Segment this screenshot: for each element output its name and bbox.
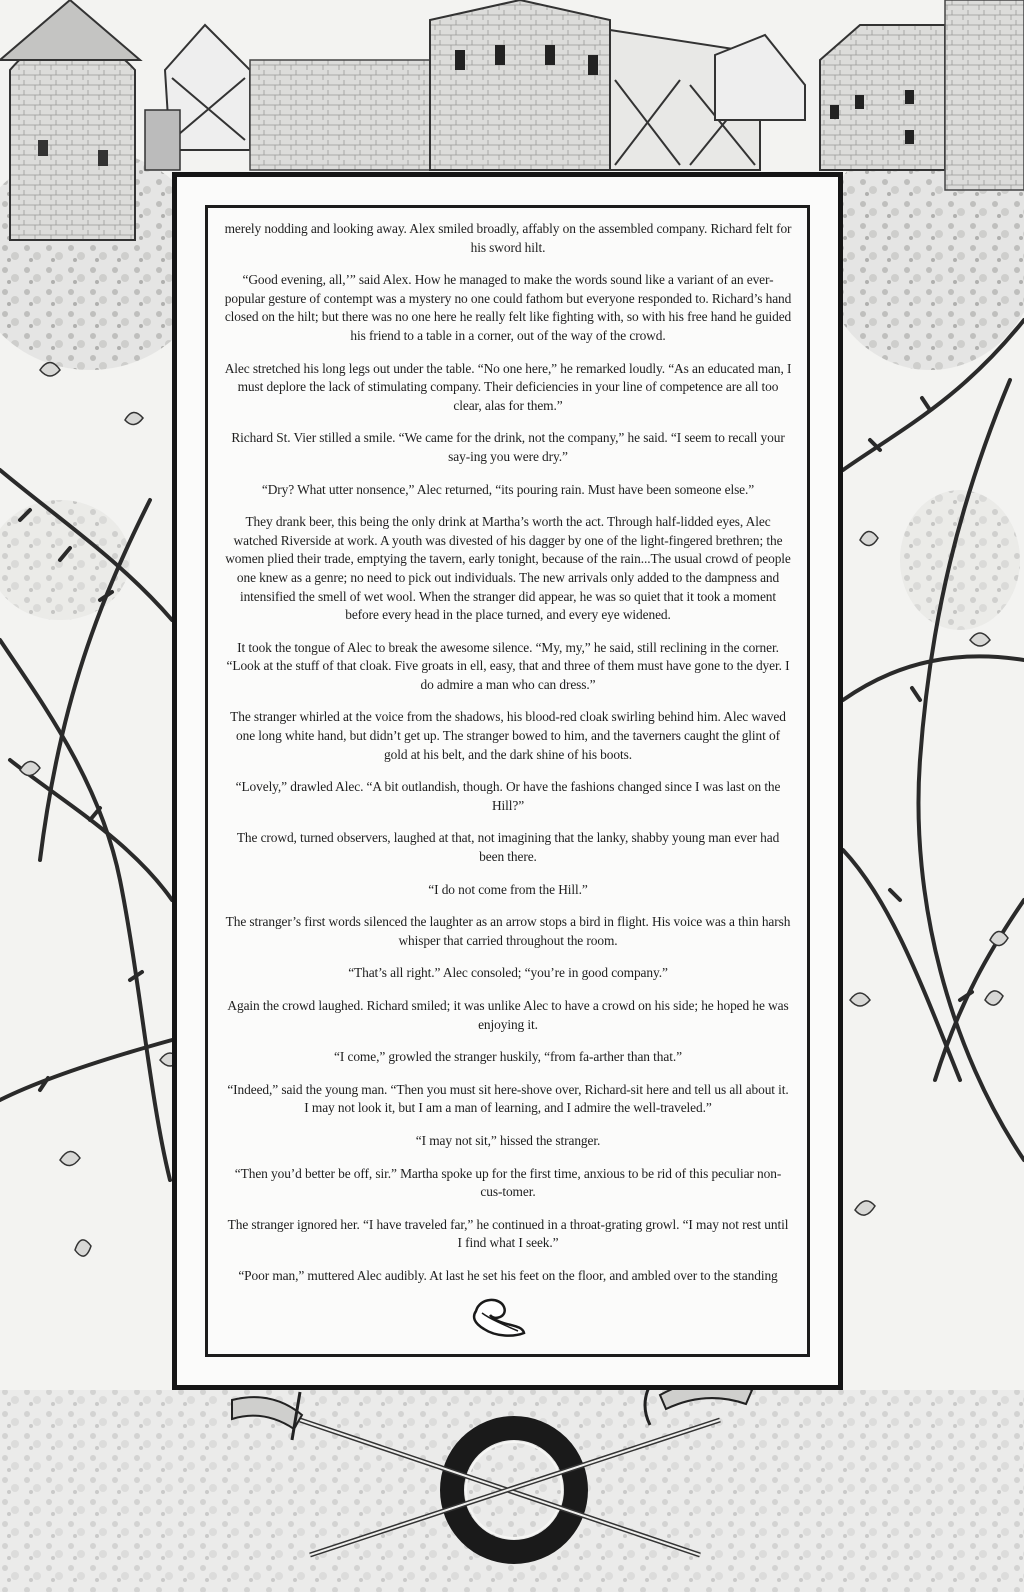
paragraph: They drank beer, this being the only drink at Martha’s worth the act. Through half-lidded eyes, Alec watched Riverside at work. A youth was divested of his dagger by one of the light-fingered brethren; the women plied their trade, emptying the tavern, early tonight, because of the rain...The usual crowd of people one knew as a genre; no need to pick out individuals. The new arrivals only added to the dampness and intensified the smell of wet wool. When the stranger did appear, he was so quiet that it took a moment before every head in the place turned, and every eye widened.: [225, 514, 791, 623]
paragraph: The crowd, turned observers, laughed at that, not imagining that the lanky, shabby young man ever had been there.: [236, 830, 780, 865]
paragraph: “That’s all right.” Alec consoled; “you’re in good company.”: [348, 965, 668, 981]
paragraph: Again the crowd laughed. Richard smiled; it was unlike Alec to have a crowd on his side; he hoped he was enjoying it.: [227, 998, 789, 1032]
paragraph: “Poor man,” muttered Alec audibly. At last he set his feet on the floor, and ambled over to the standing: [238, 1267, 778, 1283]
paragraph: “Indeed,” said the young man. “Then you must sit here-shove over, Richard-sit here and tell us all about it. I may not look it, but I am a man of learning, and I admire the well-traveled.”: [227, 1081, 789, 1116]
paragraph: “Then you’d better be off, sir.” Martha spoke up for the first time, anxious to be rid of this peculiar non-cus-tomer.: [234, 1165, 782, 1200]
paragraph: merely nodding and looking away. Alex smiled broadly, affably on the assembled company. Richard felt for his sword hilt.: [224, 221, 792, 255]
paragraph: The stranger ignored her. “I have traveled far,” he continued in a throat-grating growl. “I may not rest until I find what I seek.”: [227, 1216, 789, 1251]
paragraph: “Dry? What utter nonsence,” Alec returned, “its pouring rain. Must have been someone else.”: [261, 481, 755, 497]
paragraph: “I do not come from the Hill.”: [428, 881, 588, 897]
paragraph: “Good evening, all,’” said Alex. How he managed to make the words sound like a variant of an ever-popular gesture of contempt was a mystery no one could fathom but everyone responded to. Richard’s hand closed on the hilt; but there was no one here he really felt like fighting with, so with his free hand he guided his friend to a table in a corner, out of the way of the crowd.: [224, 272, 792, 343]
story-text: [224, 220, 792, 1283]
paragraph: The stranger whirled at the voice from the shadows, his blood-red cloak swirling behind him. Alec waved one long white hand, but didn’t get up. The stranger bowed to him, and the taverners caught the glint of gold at his belt, and the dark shine of his boots.: [230, 709, 786, 762]
paragraph: The stranger’s first words silenced the laughter as an arrow stops a bird in flight. His voice was a thin harsh whisper that carried throughout the room.: [225, 914, 791, 948]
paragraph: Richard St. Vier stilled a smile. “We came for the drink, not the company,” he said. “I seem to recall your say-ing you were dry.”: [231, 430, 785, 464]
paragraph: It took the tongue of Alec to break the awesome silence. “My, my,” he said, still reclining in the corner. “Look at the stuff of that cloak. Five groats in ell, easy, that and three of them must have gone to the dyer. I do admire a man who can dress.”: [226, 639, 790, 692]
paragraph: Alec stretched his long legs out under the table. “No one here,” he remarked loudly. “As an educated man, I must deplore the lack of stimulating company. Their deficiencies in your line of competence are all too clear, alas for them.”: [224, 360, 792, 413]
leaf-ornament-icon: [470, 1293, 530, 1341]
paragraph: “I may not sit,” hissed the stranger.: [415, 1132, 601, 1148]
paragraph: “I come,” growled the stranger huskily, “from fa-arther than that.”: [334, 1049, 682, 1065]
paragraph: “Lovely,” drawled Alec. “A bit outlandish, though. Or have the fashions changed since I was last on the Hill?”: [235, 779, 781, 813]
right-thorn-vines: [843, 320, 1024, 1160]
